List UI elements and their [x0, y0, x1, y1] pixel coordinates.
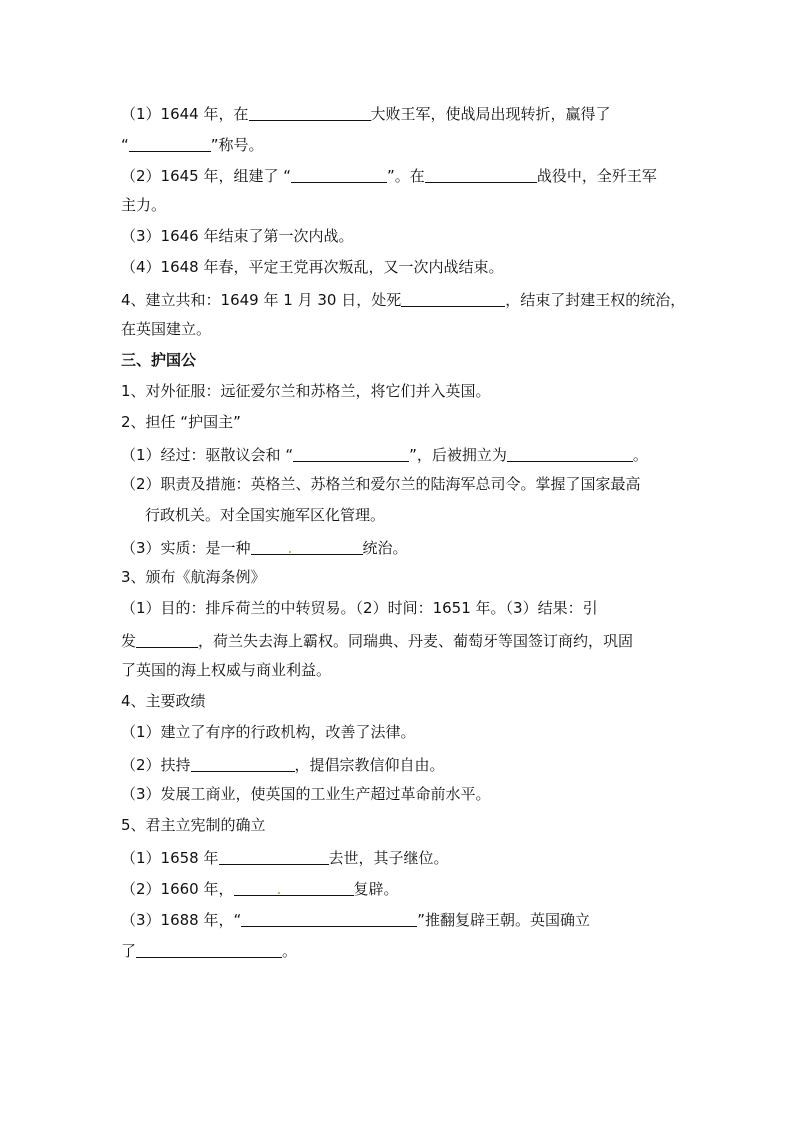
text: （3）1688 年，“ — [121, 911, 242, 929]
text: ”，后被拥立为 — [409, 446, 507, 464]
text: （1）1658 年 — [121, 849, 219, 867]
answer-blank[interactable] — [136, 941, 282, 958]
text: “ — [121, 136, 129, 154]
answer-blank[interactable] — [401, 290, 505, 307]
answer-blank[interactable] — [251, 538, 363, 555]
text-line: （2）职责及措施：英格兰、苏格兰和爱尔兰的陆海军总司令。掌握了国家最高 — [121, 475, 641, 493]
text-line — [121, 443, 677, 465]
text: ”。在 — [387, 167, 425, 185]
text-line: （3）发展工商业，使英国的工业生产超过革命前水平。 — [121, 785, 491, 803]
answer-blank[interactable] — [507, 445, 633, 462]
text-line — [121, 908, 677, 930]
text-line — [121, 939, 677, 961]
text-line: （4）1648 年春，平定王党再次叛乱，又一次内战结束。 — [121, 258, 504, 276]
text: ，提倡宗教信仰自由。 — [294, 756, 445, 774]
text: 4、建立共和：1649 年 1 月 30 日，处死 — [121, 291, 402, 309]
text-line: 4、主要政绩 — [121, 692, 206, 710]
text-line: 2、担任 “护国主” — [121, 413, 241, 431]
text: ”推翻复辟王朝。英国确立 — [417, 911, 591, 929]
section-heading: 三、护国公 — [121, 351, 197, 369]
text: （2）1645 年，组建了 “ — [121, 167, 292, 185]
text: （2）1660 年， — [121, 880, 234, 898]
text-line: 1、对外征服：远征爱尔兰和苏格兰，将它们并入英国。 — [121, 382, 491, 400]
answer-blank[interactable] — [241, 910, 417, 927]
text-line — [121, 164, 677, 186]
text-line: 主力。 — [121, 196, 167, 214]
text-line — [121, 536, 677, 558]
text: 战役中，全歼王军 — [536, 167, 657, 185]
text-line: （3）1646 年结束了第一次内战。 — [121, 227, 354, 245]
text-line: 行政机关。对全国实施军区化管理。 — [145, 506, 386, 524]
mark-dot — [289, 551, 291, 553]
text: 复辟。 — [353, 880, 399, 898]
text: ，结束了封建王权的统治， — [505, 291, 686, 309]
text-line: 5、君主立宪制的确立 — [121, 816, 266, 834]
answer-blank[interactable] — [191, 755, 295, 772]
text-line: （1）目的：排斥荷兰的中转贸易。（2）时间：1651 年。（3）结果：引 — [121, 599, 598, 617]
answer-blank[interactable] — [293, 445, 409, 462]
text-line: （1）建立了有序的行政机构，改善了法律。 — [121, 723, 416, 741]
text-line — [121, 629, 677, 651]
text: （3）实质：是一种 — [121, 539, 251, 557]
text: ”称号。 — [210, 136, 264, 154]
answer-blank[interactable] — [291, 166, 387, 183]
text: （1）经过：驱散议会和 “ — [121, 446, 294, 464]
text-line — [121, 877, 677, 899]
text: 。 — [632, 446, 648, 464]
text: （1）1644 年，在 — [121, 105, 249, 123]
text-line — [121, 288, 686, 310]
text: 去世，其子继位。 — [328, 849, 449, 867]
text: 发 — [121, 632, 137, 650]
mark-dot — [278, 892, 280, 894]
text: 。 — [282, 942, 298, 960]
text: 了 — [121, 942, 137, 960]
text: 大败王军，使战局出现转折，赢得了 — [370, 105, 611, 123]
text-line — [121, 133, 677, 155]
text-line — [121, 846, 677, 868]
text-line — [121, 753, 677, 775]
answer-blank[interactable] — [136, 631, 198, 648]
answer-blank[interactable] — [129, 135, 211, 152]
answer-blank[interactable] — [219, 848, 329, 865]
answer-blank[interactable] — [425, 166, 537, 183]
text: 统治。 — [362, 539, 408, 557]
text-line — [121, 102, 677, 124]
text-line: 了英国的海上权威与商业利益。 — [121, 661, 332, 679]
text: （2）扶持 — [121, 756, 191, 774]
text-line: 在英国建立。 — [121, 320, 212, 338]
text-line: 3、颁布《航海条例》 — [121, 568, 266, 586]
answer-blank[interactable] — [234, 879, 354, 896]
text: ，荷兰失去海上霸权。同瑞典、丹麦、葡萄牙等国签订商约，巩固 — [198, 632, 634, 650]
answer-blank[interactable] — [249, 104, 371, 121]
